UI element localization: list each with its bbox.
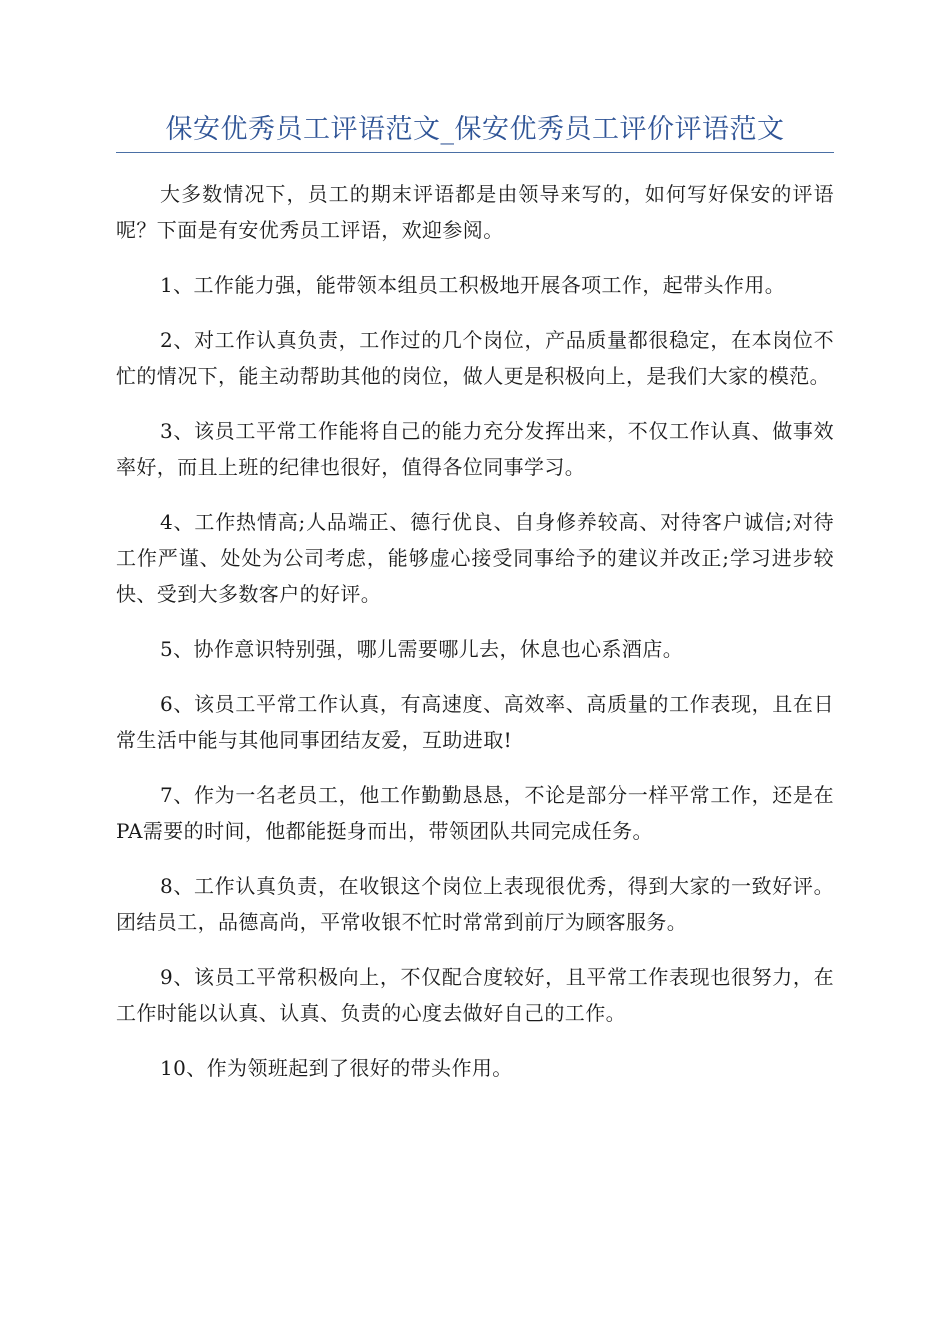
intro-paragraph: 大多数情况下，员工的期末评语都是由领导来写的，如何写好保安的评语呢？下面是有安优秀员工评语，欢迎参阅。 [116, 182, 834, 242]
comment-paragraph-8: 8、工作认真负责，在收银这个岗位上表现很优秀，得到大家的一致好评。团结员工，品德高尚，平常收银不忙时常常到前厅为顾客服务。 [116, 874, 834, 934]
comment-paragraph-10: 10、作为领班起到了很好的带头作用。 [160, 1056, 513, 1080]
comment-paragraph-3: 3、该员工平常工作能将自己的能力充分发挥出来，不仅工作认真、做事效率好，而且上班的纪律也很好，值得各位同事学习。 [116, 419, 834, 479]
comment-paragraph-7: 7、作为一名老员工，他工作勤勤恳恳，不论是部分一样平常工作，还是在PA需要的时间，他都能挺身而出，带领团队共同完成任务。 [116, 783, 834, 843]
comment-paragraph-9: 9、该员工平常积极向上，不仅配合度较好，且平常工作表现也很努力，在工作时能以认真、认真、负责的心度去做好自己的工作。 [116, 965, 834, 1025]
comment-paragraph-2: 2、对工作认真负责，工作过的几个岗位，产品质量都很稳定，在本岗位不忙的情况下，能主动帮助其他的岗位，做人更是积极向上，是我们大家的模范。 [116, 328, 834, 388]
document-body [116, 176, 834, 1105]
comment-paragraph-4: 4、工作热情高;人品端正、德行优良、自身修养较高、对待客户诚信;对待工作严谨、处处为公司考虑，能够虚心接受同事给予的建议并改正;学习进步较快、受到大多数客户的好评。 [116, 510, 834, 606]
title-block [116, 112, 834, 153]
comment-paragraph-1: 1、工作能力强，能带领本组员工积极地开展各项工作，起带头作用。 [160, 273, 786, 297]
comment-paragraph-6: 6、该员工平常工作认真，有高速度、高效率、高质量的工作表现，且在日常生活中能与其他同事团结友爱，互助进取! [116, 692, 834, 752]
page-title: 保安优秀员工评语范文_保安优秀员工评价评语范文 [165, 114, 785, 145]
comment-paragraph-5: 5、协作意识特别强，哪儿需要哪儿去，休息也心系酒店。 [160, 637, 684, 661]
